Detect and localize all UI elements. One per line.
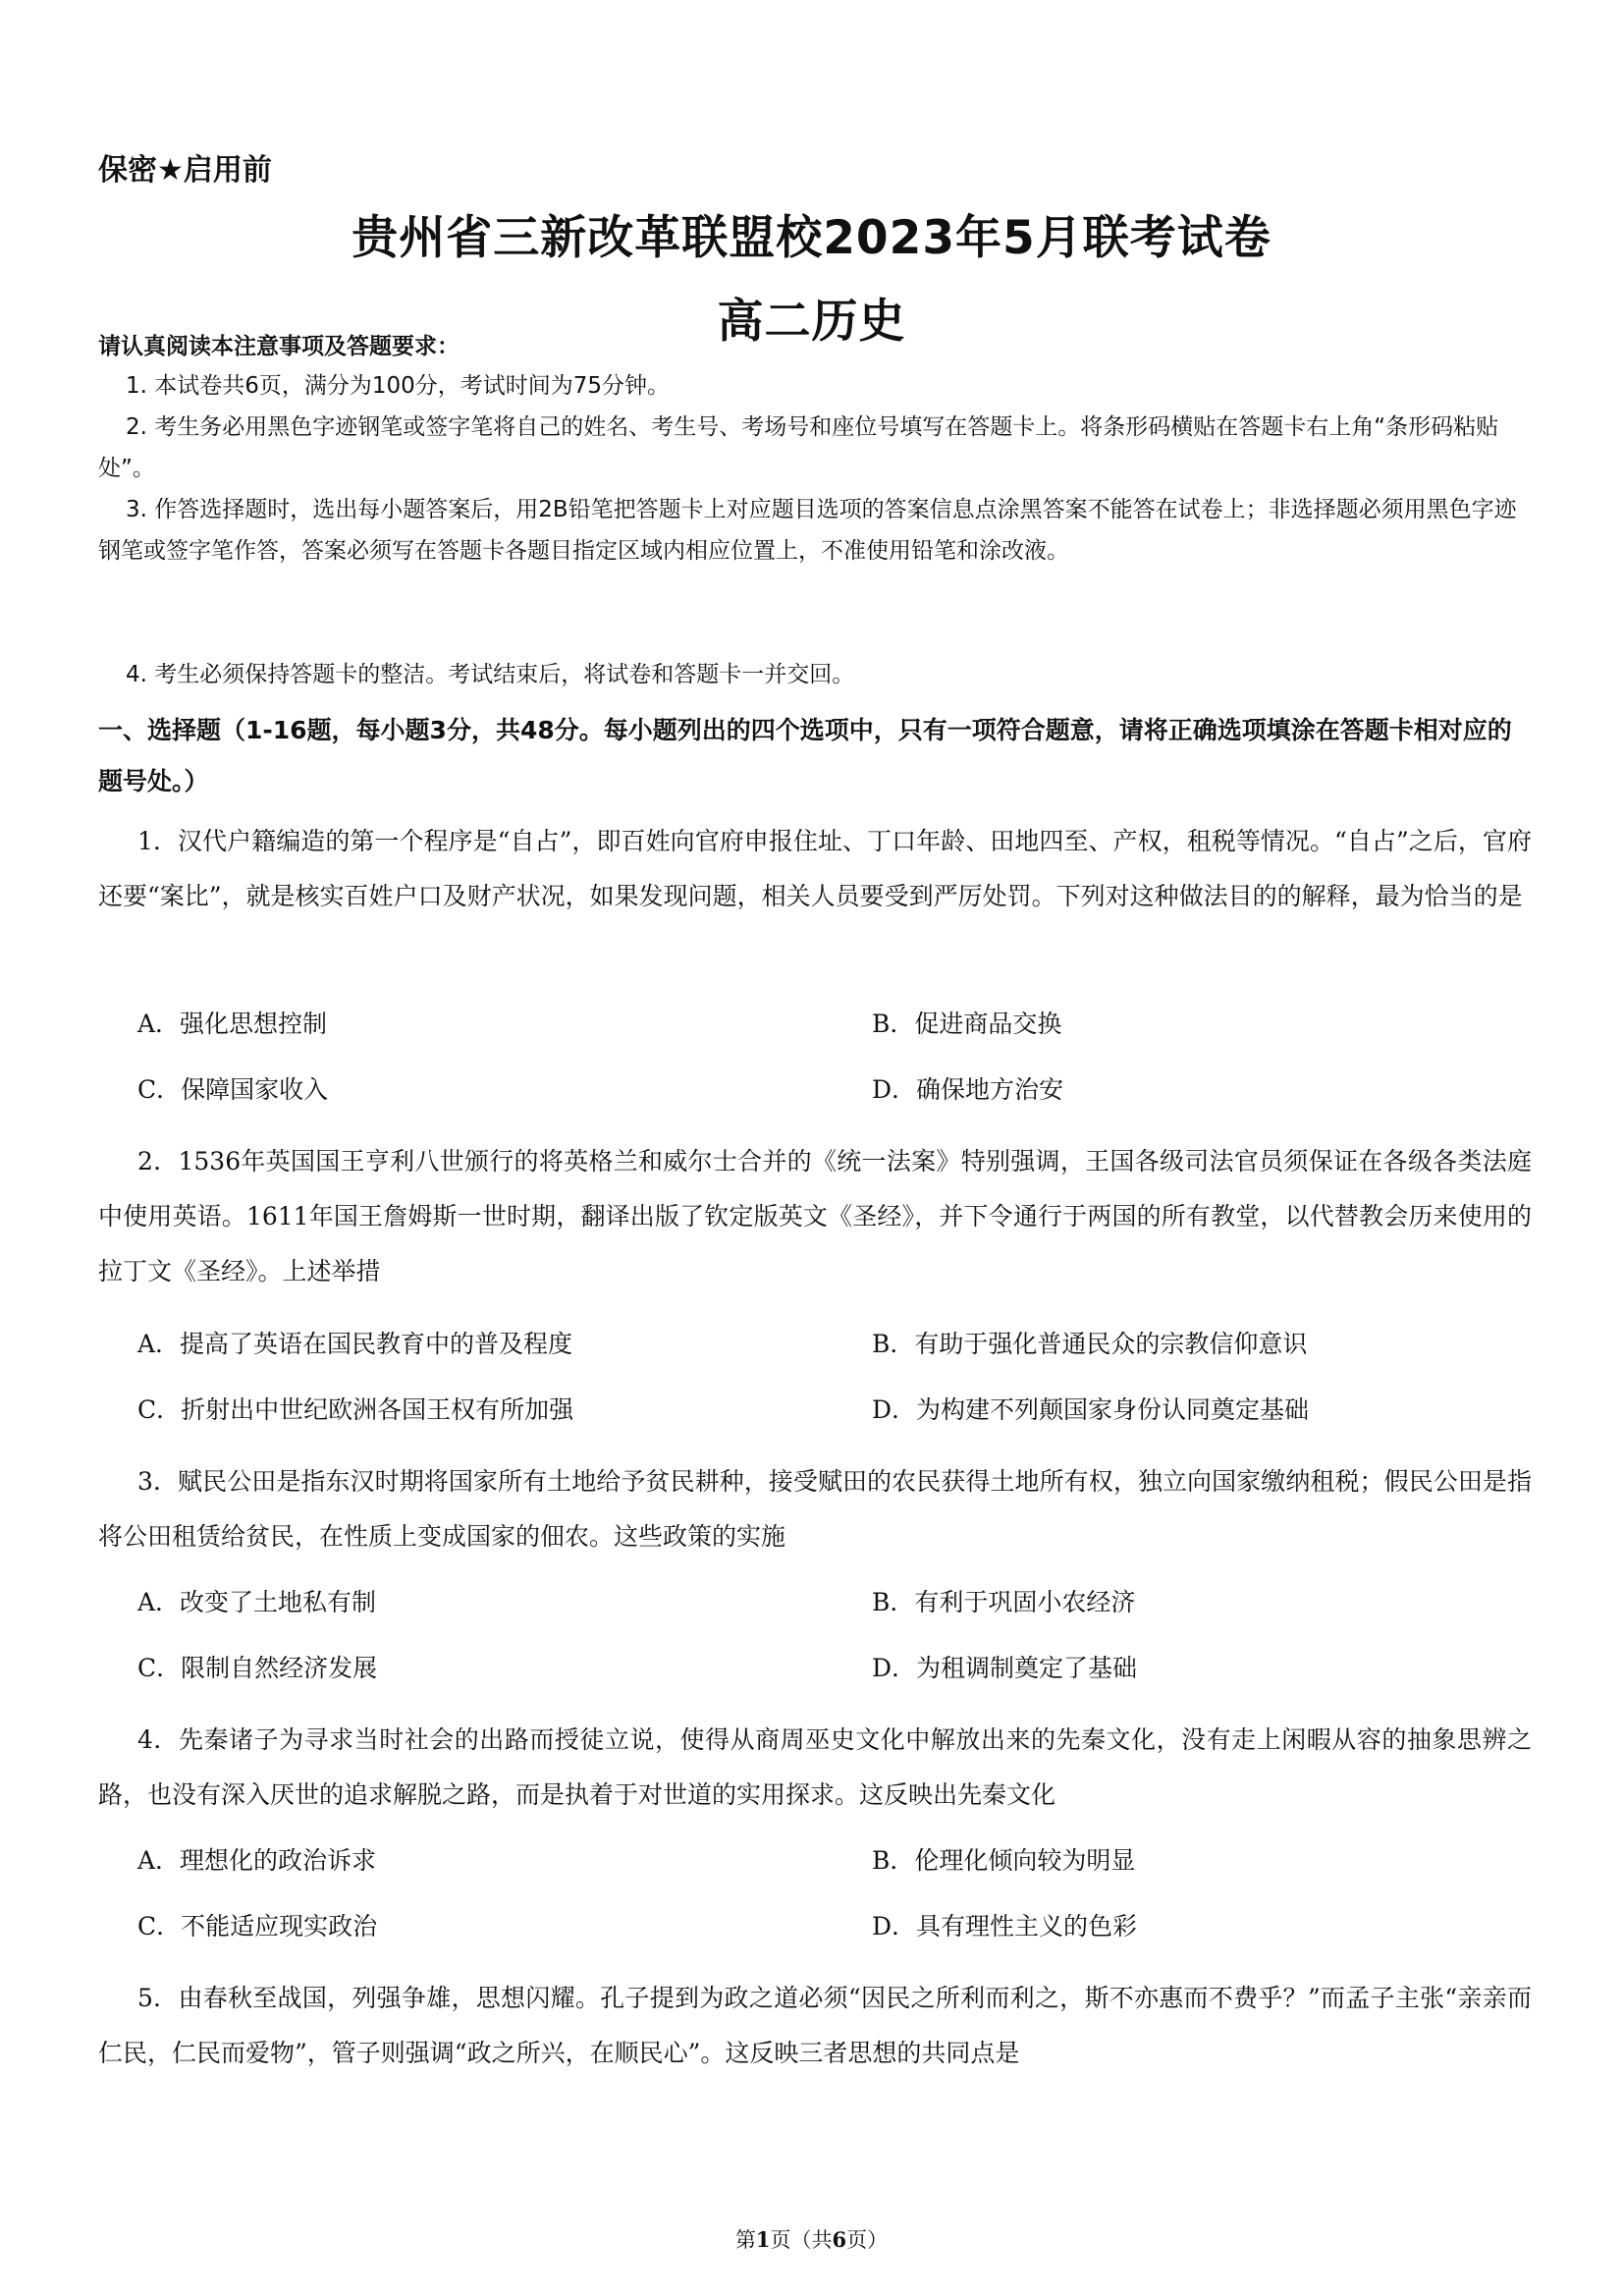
notice-item: 2. 考生务必用黑色字迹钢笔或签字笔将自己的姓名、考生号、考场号和座位号填写在答题卡上。将条形码横贴在答题卡右上角“条形码粘贴处”。 xyxy=(98,414,1499,481)
option-c: C．保障国家收入 xyxy=(137,1075,329,1104)
option-d: D．为租调制奠定了基础 xyxy=(872,1654,1138,1682)
option-c: C．折射出中世纪欧洲各国王权有所加强 xyxy=(137,1395,574,1424)
option-a: A．提高了英语在国民教育中的普及程度 xyxy=(137,1330,573,1358)
exam-title: 贵州省三新改革联盟校2023年5月联考试卷 xyxy=(352,211,1271,265)
option-d: D．确保地方治安 xyxy=(872,1075,1064,1104)
option-b: B．有利于巩固小农经济 xyxy=(872,1588,1136,1616)
option-a: A．理想化的政治诉求 xyxy=(137,1846,377,1875)
question-stem: 1．汉代户籍编造的第一个程序是“自占”，即百姓向官府申报住址、丁口年龄、田地四至、产权，租税等情况。“自占”之后，官府还要“案比”，就是核实百姓户口及财产状况，如果发现问题，相关人员要受到严厉处罚。下列对这种做法目的的解释，最为恰当的是 xyxy=(98,827,1532,910)
page-footer xyxy=(0,2224,1623,2254)
section-title: 一、选择题（1-16题，每小题3分，共48分。每小题列出的四个选项中，只有一项符合题意，请将正确选项填涂在答题卡相对应的题号处。） xyxy=(98,716,1512,795)
notice-item: 3. 作答选择题时，选出每小题答案后，用2B铅笔把答题卡上对应题目选项的答案信息点涂黑答案不能答在试卷上；非选择题必须用黑色字迹钢笔或签字笔作答，答案必须写在答题卡各题目指定区域内相应位置上，不准使用铅笔和涂改液。 xyxy=(98,497,1517,564)
notice-item: 4. 考生必须保持答题卡的整洁。考试结束后，将试卷和答题卡一并交回。 xyxy=(126,662,855,687)
exam-subtitle: 高二历史 xyxy=(717,295,906,349)
option-b: B．伦理化倾向较为明显 xyxy=(872,1846,1136,1875)
option-c: C．限制自然经济发展 xyxy=(137,1654,378,1682)
notice-item: 1. 本试卷共6页，满分为100分，考试时间为75分钟。 xyxy=(126,373,671,399)
footer-middle: 页（共 xyxy=(770,2228,833,2252)
option-d: D．具有理性主义的色彩 xyxy=(872,1912,1138,1941)
question-stem: 3．赋民公田是指东汉时期将国家所有土地给予贫民耕种，接受赋田的农民获得土地所有权，独立向国家缴纳租税；假民公田是指将公田租赁给贫民，在性质上变成国家的佃农。这些政策的实施 xyxy=(98,1467,1532,1551)
option-b: B．促进商品交换 xyxy=(872,1010,1062,1038)
option-a: A．强化思想控制 xyxy=(137,1010,328,1038)
option-d: D．为构建不列颠国家身份认同奠定基础 xyxy=(872,1395,1310,1424)
footer-total-pages: 6 xyxy=(832,2227,847,2252)
option-a: A．改变了土地私有制 xyxy=(137,1588,377,1616)
option-b: B．有助于强化普通民众的宗教信仰意识 xyxy=(872,1330,1308,1358)
option-c: C．不能适应现实政治 xyxy=(137,1912,378,1941)
secret-label: 保密★启用前 xyxy=(98,153,272,188)
footer-suffix: 页） xyxy=(846,2228,889,2252)
footer-prefix: 第 xyxy=(734,2228,756,2252)
question-stem: 5．由春秋至战国，列强争雄，思想闪耀。孔子提到为政之道必须“因民之所利而利之，斯不亦惠而不费乎？”而孟子主张“亲亲而仁民，仁民而爱物”，管子则强调“政之所兴，在顺民心”。这反映三者思想的共同点是 xyxy=(98,1984,1532,2067)
question-stem: 2．1536年英国国王亨利八世颁行的将英格兰和威尔士合并的《统一法案》特别强调，王国各级司法官员须保证在各级各类法庭中使用英语。1611年国王詹姆斯一世时期，翻译出版了钦定版英文《圣经》，并下令通行于两国的所有教堂，以代替教会历来使用的拉丁文《圣经》。上述举措 xyxy=(98,1147,1532,1285)
question-stem: 4．先秦诸子为寻求当时社会的出路而授徒立说，使得从商周巫史文化中解放出来的先秦文化，没有走上闲暇从容的抽象思辨之路，也没有深入厌世的追求解脱之路，而是执着于对世道的实用探求。这反映出先秦文化 xyxy=(98,1725,1532,1809)
notice-heading: 请认真阅读本注意事项及答题要求： xyxy=(98,334,460,359)
footer-page-number: 1 xyxy=(755,2227,771,2252)
